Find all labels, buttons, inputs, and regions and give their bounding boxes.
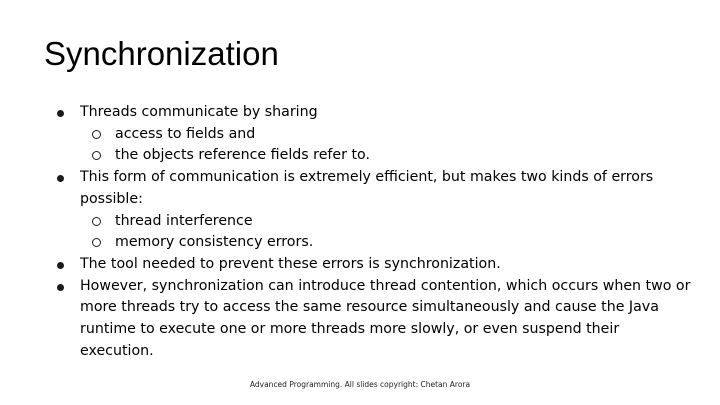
sub-bullet-text: thread interference [115, 212, 253, 229]
bullet-list [52, 102, 692, 362]
bullet-text: Threads communicate by sharing [80, 104, 318, 120]
sub-bullet-item [52, 124, 692, 146]
hollow-circle-icon [92, 238, 101, 247]
bullet-text: The tool needed to prevent these errors is synchronization. [80, 255, 501, 272]
slide-title: Synchronization [44, 35, 279, 72]
hollow-circle-icon [92, 130, 101, 139]
sub-bullet-item [52, 232, 692, 254]
bullet-dot-icon [57, 284, 64, 291]
bullet-item [52, 102, 692, 124]
bullet-item [52, 254, 692, 276]
sub-bullet-text: memory consistency errors. [115, 234, 314, 251]
bullet-text: However, synchronization can introduce thread contention, which occurs when two or more threads try to access the same resource simultaneously and cause the Java runtime to execute one or more threads more slowly, or even suspend their execution. [80, 277, 691, 359]
sub-bullet-text: the objects reference fields refer to. [115, 147, 370, 164]
bullet-dot-icon [57, 110, 64, 117]
sub-bullet-text: access to fields and [115, 125, 256, 142]
bullet-item [52, 276, 692, 363]
bullet-dot-icon [57, 262, 64, 269]
slide-footer: Advanced Programming. All slides copyright: Chetan Arora [249, 380, 471, 389]
hollow-circle-icon [92, 151, 101, 160]
bullet-text: This form of communication is extremely efficient, but makes two kinds of errors possible: [80, 169, 654, 207]
bullet-dot-icon [57, 175, 64, 182]
bullet-item [52, 167, 692, 210]
sub-bullet-item [52, 211, 692, 233]
sub-bullet-item [52, 145, 692, 167]
hollow-circle-icon [92, 217, 101, 226]
